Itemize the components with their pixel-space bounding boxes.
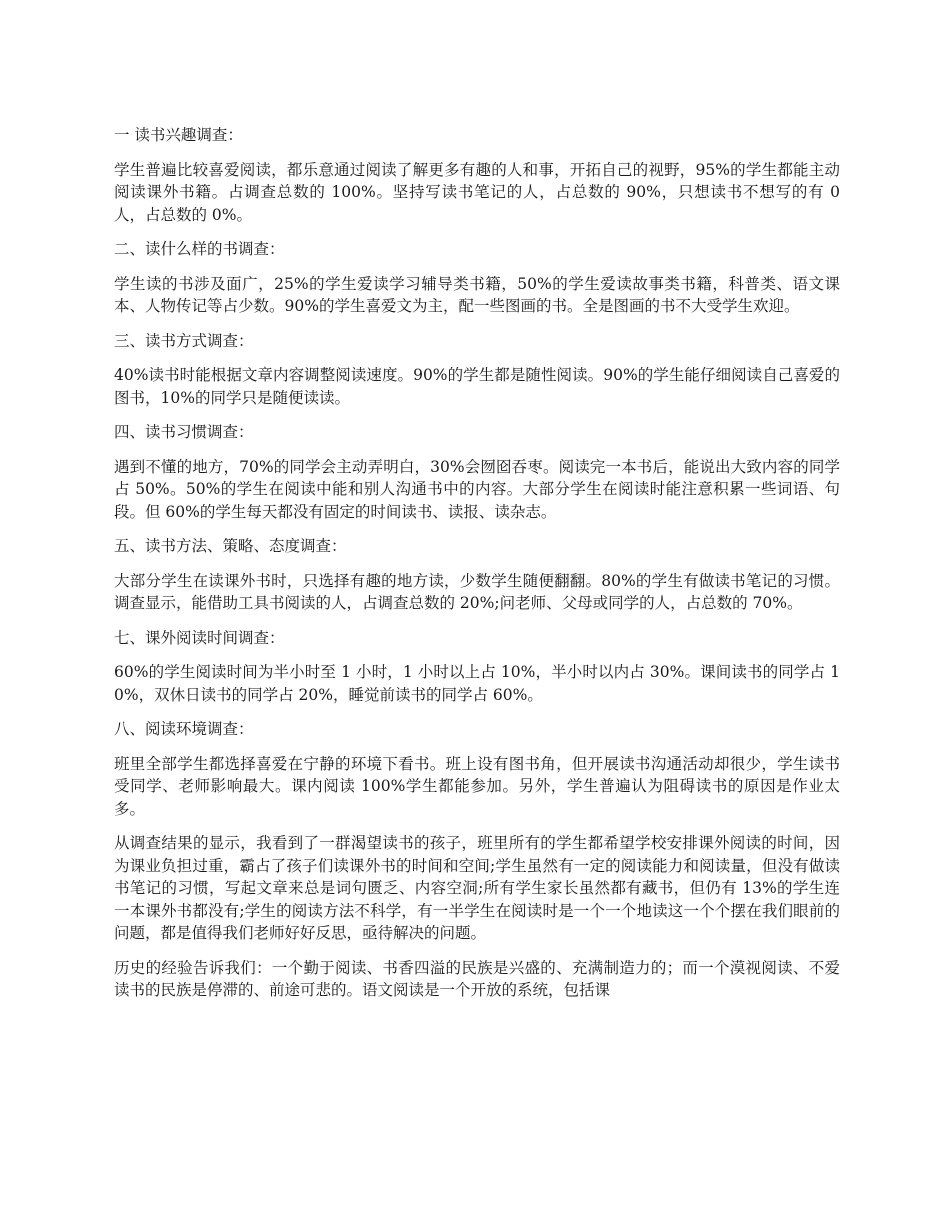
section-heading-reading-time: 七、课外阅读时间调查：	[114, 628, 285, 647]
section-heading-environment: 八、阅读环境调查：	[114, 720, 254, 738]
paragraph-environment: 班里全部学生都选择喜爱在宁静的环境下看书。班上设有图书角，但开展读书沟通活动却很少，学生读书受同学、老师影响最大。课内阅读 100%学生都能参加。另外，学生普遍认为阻碍读书的原因是作业太多。	[114, 754, 840, 818]
paragraph-conclusion: 从调查结果的显示，我看到了一群渴望读书的孩子，班里所有的学生都希望学校安排课外阅读的时间，因为课业负担过重，霸占了孩子们读课外书的时间和空间;学生虽然有一定的阅读能力和阅读量，但没有做读书笔记的习惯，写起文章来总是词句匮乏、内容空洞;所有学生家长虽然都有藏书，但仍有 13%的学生连一本课外书都没有;学生的阅读方法不科学，有一半学生在阅读时是一个一个地读这一个个摆在我们眼前的问题，都是值得我们老师好好反思，亟待解决的问题。	[114, 834, 840, 942]
paragraph-habits: 遇到不懂的地方，70%的同学会主动弄明白，30%会囫囵吞枣。阅读完一本书后，能说出大致内容的同学占 50%。50%的学生在阅读中能和别人沟通书中的内容。大部分学生在阅读时能注意积累一些词语、句段。但 60%的学生每天都没有固定的时间读书、读报、读杂志。	[114, 457, 840, 521]
paragraph-history: 历史的经验告诉我们：一个勤于阅读、书香四溢的民族是兴盛的、充满制造力的；而一个漠视阅读、不爱读书的民族是停滞的、前途可悲的。语文阅读是一个开放的系统，包括课	[114, 958, 840, 999]
paragraph-book-types: 学生读的书涉及面广，25%的学生爱读学习辅导类书籍，50%的学生爱读故事类书籍，科普类、语文课本、人物传记等占少数。90%的学生喜爱文为主，配一些图画的书。全是图画的书不大受学生欢迎。	[114, 274, 840, 315]
section-heading-methods: 五、读书方法、策略、态度调查：	[114, 537, 347, 555]
section-heading-interest: 一 读书兴趣调查：	[114, 126, 243, 144]
paragraph-reading-time: 60%的学生阅读时间为半小时至 1 小时，1 小时以上占 10%，半小时以内占 30%。课间读书的同学占 10%，双休日读书的同学占 20%，睡觉前读书的同学占 60%。	[114, 663, 840, 704]
paragraph-reading-mode: 40%读书时能根据文章内容调整阅读速度。90%的学生都是随性阅读。90%的学生能仔细阅读自己喜爱的图书，10%的同学只是随便读读。	[114, 366, 840, 407]
section-heading-book-types: 二、读什么样的书调查：	[114, 240, 285, 258]
paragraph-interest: 学生普遍比较喜爱阅读，都乐意通过阅读了解更多有趣的人和事，开拓自己的视野，95%的学生都能主动阅读课外书籍。占调查总数的 100%。坚持写读书笔记的人，占总数的 90%，只想读书不想写的有 0 人，占总数的 0%。	[114, 160, 840, 224]
paragraph-methods: 大部分学生在读课外书时，只选择有趣的地方读，少数学生随便翻翻。80%的学生有做读书笔记的习惯。调查显示，能借助工具书阅读的人，占调查总数的 20%;问老师、父母或同学的人，占总数的 70%。	[114, 571, 840, 612]
section-heading-habits: 四、读书习惯调查：	[114, 423, 254, 441]
section-heading-reading-mode: 三、读书方式调查：	[114, 331, 254, 350]
document-page	[114, 124, 840, 1014]
